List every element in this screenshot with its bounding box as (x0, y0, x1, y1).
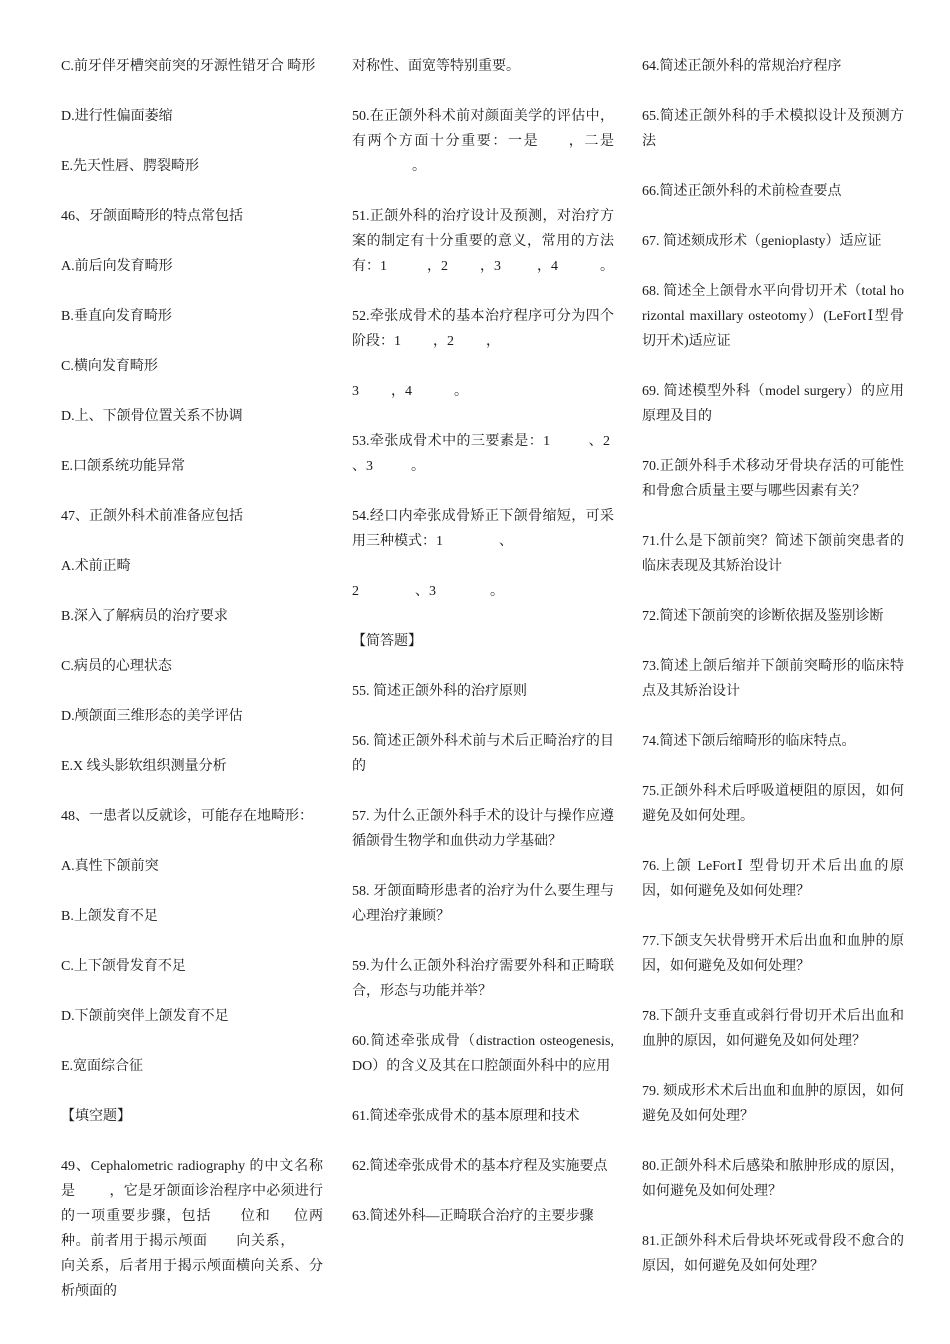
question-75: 75.正颌外科术后呼吸道梗阻的原因，如何避免及如何处理。 (642, 784, 904, 824)
question-80: 80.正颌外科术后感染和脓肿形成的原因，如何避免及如何处理？ (642, 1159, 904, 1199)
question-49 (61, 1154, 323, 1304)
question-76: 76.上颌 LeFortⅠ 型骨切开术后出血的原因，如何避免及如何处理？ (642, 859, 904, 899)
option-c: C.前牙伴牙槽突前突的牙源性错牙合 畸形 (61, 59, 316, 74)
q46-option-b: B.垂直向发育畸形 (61, 309, 172, 324)
q46-option-c: C.横向发育畸形 (61, 359, 158, 374)
q54-line2-part-b: 、3 (415, 584, 436, 599)
q47-option-e: E.X 线头影软组织测量分析 (61, 759, 227, 774)
q52-line2-part-c: 。 (454, 384, 468, 399)
question-66: 66.简述正颌外科的术前检查要点 (642, 184, 842, 199)
q51-part-d: ，4 (537, 259, 558, 274)
q51-part-e: 。 (600, 259, 614, 274)
option-d: D.进行性偏面萎缩 (61, 109, 173, 124)
q51-part-c: ，3 (480, 259, 501, 274)
q47-option-c: C.病员的心理状态 (61, 659, 172, 674)
column-middle (352, 54, 614, 1254)
q49-part-d: 位两种。前者用于揭示颅面 (61, 1209, 324, 1249)
q48-option-b: B.上颌发育不足 (61, 909, 158, 924)
question-69: 69. 简述模型外科（model surgery）的应用原理及目的 (642, 384, 904, 424)
q49-part-b: ，它是牙颌面诊治程序中必须进行的一项重要步骤，包括 (61, 1184, 323, 1224)
question-70: 70.正颌外科手术移动牙骨块存活的可能性和骨愈合质量主要与哪些因素有关？ (642, 459, 904, 499)
q52-part-c: ， (486, 334, 500, 349)
q50-part-c: 。 (412, 159, 426, 174)
question-81: 81.正颌外科术后骨块坏死或骨段不愈合的原因，如何避免及如何处理？ (642, 1234, 904, 1274)
q49-part-c: 位和 (239, 1209, 271, 1224)
question-62: 62.简述牵张成骨术的基本疗程及实施要点 (352, 1159, 608, 1174)
question-78: 78.下颌升支垂直或斜行骨切开术后出血和血肿的原因，如何避免及如何处理？ (642, 1009, 904, 1049)
section-short-answer: 【简答题】 (352, 634, 422, 649)
question-54 (352, 504, 614, 554)
q48-option-c: C.上下颌骨发育不足 (61, 959, 186, 974)
q51-part-a: 51.正颌外科的治疗设计及预测，对治疗方案的制定有十分重要的意义，常用的方法有：1 (352, 209, 614, 274)
q54-line2-part-a: 2 (352, 584, 359, 599)
q52-line2-part-b: ，4 (391, 384, 412, 399)
q47-option-d: D.颅颌面三维形态的美学评估 (61, 709, 243, 724)
q48-option-e: E.宽面综合征 (61, 1059, 144, 1074)
q54-part-b: 、 (499, 534, 513, 549)
question-59: 59.为什么正颌外科治疗需要外科和正畸联合，形态与功能并举？ (352, 959, 614, 999)
q53-part-d: 。 (411, 459, 425, 474)
q48-option-d: D.下颌前突伴上颌发育不足 (61, 1009, 229, 1024)
q52-part-a: 52.牵张成骨术的基本治疗程序可分为四个阶段：1 (352, 309, 614, 349)
q47-option-a: A.术前正畸 (61, 559, 131, 574)
question-68: 68. 简述全上颌骨水平向骨切开术（total horizontal maxillary osteotomy）(LeFortⅠ型骨切开术)适应证 (642, 284, 904, 349)
column-left (61, 54, 323, 1329)
question-46: 46、牙颌面畸形的特点常包括 (61, 209, 243, 224)
question-60: 60.简述牵张成骨（distraction osteogenesis,DO）的含义及其在口腔颌面外科中的应用 (352, 1034, 614, 1074)
q53-part-b: 、2 (588, 434, 611, 449)
question-56: 56. 简述正颌外科术前与术后正畸治疗的目的 (352, 734, 614, 774)
q49-part-e: 向关系， (235, 1234, 296, 1249)
question-71: 71.什么是下颌前突？简述下颌前突患者的临床表现及其矫治设计 (642, 534, 904, 574)
question-55: 55. 简述正颌外科的治疗原则 (352, 684, 527, 699)
q46-option-a: A.前后向发育畸形 (61, 259, 173, 274)
question-48: 48、一患者以反就诊，可能存在地畸形： (61, 809, 313, 824)
q48-option-a: A.真性下颌前突 (61, 859, 159, 874)
column-right (642, 54, 904, 1304)
question-49-continued: 对称性、面宽等特别重要。 (352, 59, 520, 74)
question-63: 63.简述外科—正畸联合治疗的主要步骤 (352, 1209, 594, 1224)
question-52-line2 (352, 379, 614, 404)
q52-part-b: ，2 (433, 334, 454, 349)
question-50 (352, 104, 614, 179)
question-47: 47、正颌外科术前准备应包括 (61, 509, 243, 524)
q49-part-a: 49、Cephalometric radiography 的中文名称是 (61, 1159, 323, 1199)
q53-part-a: 53.牵张成骨术中的三要素是：1 (352, 434, 551, 449)
q46-option-d: D.上、下颌骨位置关系不协调 (61, 409, 243, 424)
question-74: 74.简述下颌后缩畸形的临床特点。 (642, 734, 856, 749)
q47-option-b: B.深入了解病员的治疗要求 (61, 609, 228, 624)
question-77: 77.下颌支矢状骨劈开术后出血和血肿的原因，如何避免及如何处理？ (642, 934, 904, 974)
q51-part-b: ，2 (427, 259, 448, 274)
q54-part-a: 54.经口内牵张成骨矫正下颌骨缩短，可采用三种模式：1 (352, 509, 614, 549)
question-67: 67. 简述颏成形术（genioplasty）适应证 (642, 234, 882, 249)
question-51 (352, 204, 614, 279)
question-72: 72.简述下颌前突的诊断依据及鉴别诊断 (642, 609, 884, 624)
question-65: 65.简述正颌外科的手术模拟设计及预测方法 (642, 109, 904, 149)
question-58: 58. 牙颌面畸形患者的治疗为什么要生理与心理治疗兼顾？ (352, 884, 614, 924)
q54-line2-part-c: 。 (490, 584, 504, 599)
question-73: 73.简述上颌后缩并下颌前突畸形的临床特点及其矫治设计 (642, 659, 904, 699)
question-52 (352, 304, 614, 354)
q50-part-b: ，二是 (567, 134, 615, 149)
q52-line2-part-a: 3 (352, 384, 359, 399)
question-54-line2 (352, 579, 614, 604)
q46-option-e: E.口颌系统功能异常 (61, 459, 186, 474)
question-61: 61.简述牵张成骨术的基本原理和技术 (352, 1109, 580, 1124)
q53-part-c: 、3 (352, 459, 373, 474)
q49-part-f: 向关系，后者用于揭示颅面横向关系、分析颅面的 (61, 1259, 323, 1299)
question-53 (352, 429, 614, 479)
section-fill-in: 【填空题】 (61, 1109, 131, 1124)
option-e: E.先天性唇、腭裂畸形 (61, 159, 200, 174)
question-64: 64.简述正颌外科的常规治疗程序 (642, 59, 842, 74)
q50-part-a: 50.在正颌外科术前对颜面美学的评估中，有两个方面十分重要：一是 (352, 109, 614, 149)
question-79: 79. 颏成形术术后出血和血肿的原因，如何避免及如何处理？ (642, 1084, 904, 1124)
question-57: 57. 为什么正颌外科手术的设计与操作应遵循颌骨生物学和血供动力学基础？ (352, 809, 614, 849)
